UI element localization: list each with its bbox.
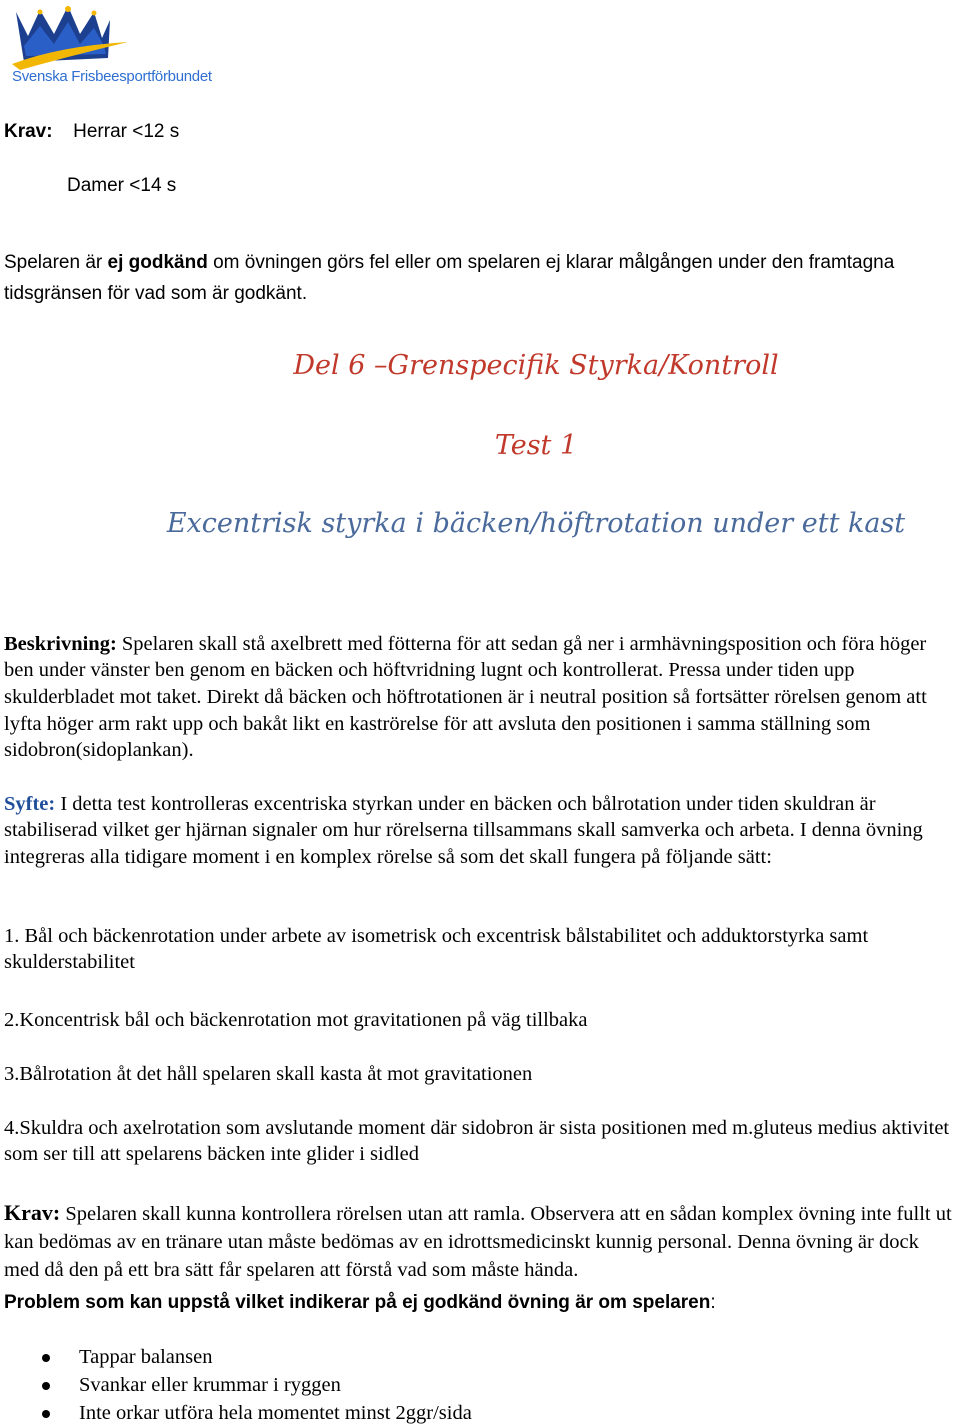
requirements-men-line [4,121,179,143]
org-name: Svenska Frisbeesportförbundet [12,68,212,85]
bullet-icon [42,1410,50,1418]
requirement-men: Herrar <12 s [73,121,180,142]
problems-heading: Problem som kan uppstå vilket indikerar på ej godkänd övning är om spelaren: [4,1292,716,1313]
bullet-icon [42,1354,50,1362]
step-4: 4.Skuldra och axelrotation som avslutande moment där sidobron är sista positionen med m.gluteus medius aktivitet som ser till att spelarens bäcken inte glider i sidled [4,1116,950,1166]
requirement-paragraph: Krav: Spelaren skall kunna kontrollera rörelsen utan att ramla. Observera att en sådan komplex övning inte fullt ut kan bedömas av en tränare utan måste bedömas av en idrottsmedicinskt kunnig personal. Denna övning är dock med då den på ett bra sätt får spelaren att förstå vad som måste hända. [4,1199,952,1281]
requirements-label: Krav: [4,121,53,142]
problems-list [40,1344,472,1428]
list-item: Svankar eller krummar i ryggen [40,1372,472,1400]
description-label: Beskrivning: [4,632,117,655]
step-2: 2.Koncentrisk bål och bäckenrotation mot gravitationen på väg tillbaka [4,1008,588,1031]
purpose-paragraph: Syfte: I detta test kontrolleras excentriska styrkan under en bäcken och bålrotation under tiden skuldran är stabiliserad vilket ger hjärnan signaler om hur rörelserna tillsammans skall samverka och arbeta. I denna övning integreras alla tidigare moment i en komplex rörelse så som det skall fungera på följande sätt: [4,792,923,868]
list-item: Inte orkar utföra hela momentet minst 2ggr/sida [40,1400,472,1428]
bullet-icon [42,1382,50,1390]
requirement-women: Damer <14 s [67,175,177,196]
fail-note: Spelaren är ej godkänd om övningen görs fel eller om spelaren ej klarar målgången under den framtagna tidsgränsen för vad som är godkänt. [4,252,895,304]
requirement-label: Krav: [4,1199,61,1225]
description-paragraph: Beskrivning: Spelaren skall stå axelbrett med fötterna för att sedan gå ner i armhävningsposition och föra höger ben under vänster ben genom en bäcken och höftvridning lugnt och kontrollerat. Pressa under tiden upp skulderbladet mot taket. Direkt då bäcken och höftrotationen är i neutral position så fortsätter rörelsen genom att lyfta höger arm rakt upp och bakåt likt en kaströrelse för att avsluta den positionen i samma ställning som sidobron(sidoplankan). [4,632,927,762]
section-title: Del 6 –Grenspecifik Styrka/Kontroll [293,350,779,381]
crown-logo-icon [10,4,130,70]
step-3: 3.Bålrotation åt det håll spelaren skall kasta åt mot gravitationen [4,1062,533,1085]
test-subtitle: Excentrisk styrka i bäcken/höftrotation under ett kast [166,508,906,539]
fail-note-bold: ej godkänd [107,252,208,273]
org-logo [8,4,218,86]
step-1: 1. Bål och bäckenrotation under arbete av isometrisk och excentrisk bålstabilitet och adduktorstyrka samt skulderstabilitet [4,924,869,974]
purpose-label: Syfte: [4,792,56,815]
list-item: Tappar balansen [40,1344,472,1372]
test-title: Test 1 [494,430,578,461]
